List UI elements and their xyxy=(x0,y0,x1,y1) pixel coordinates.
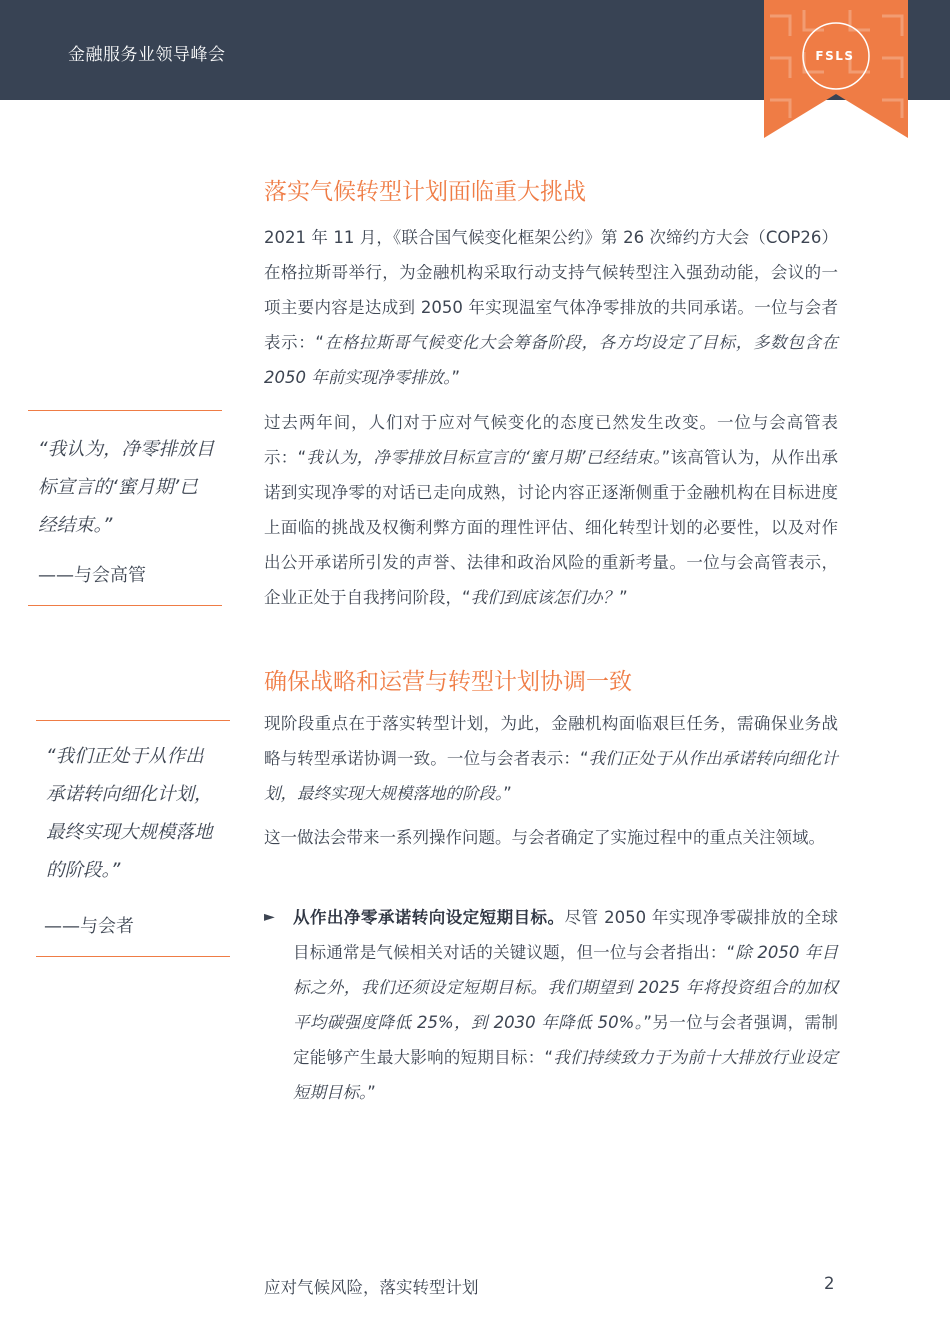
paragraph-operations: 这一做法会带来一系列操作问题。与会者确定了实施过程中的重点关注领域。 xyxy=(264,828,825,847)
pull-quote-attribution: ——与会高管 xyxy=(38,565,146,586)
pull-quote-executive xyxy=(28,410,222,606)
section-title-challenges: 落实气候转型计划面临重大挑战 xyxy=(264,179,586,205)
inline-quote: 我们正处于从作出承诺转向细化计划，最终实现大规模落地的阶段。 xyxy=(264,749,838,803)
inline-quote: 我们到底该怎们办？ xyxy=(470,588,620,607)
footer-title: 应对气候风险，落实转型计划 xyxy=(264,1278,479,1297)
paragraph-attitude-change: 过去两年间，人们对于应对气候变化的态度已然发生改变。一位与会高管表示：“我认为，净零排放目标宣言的‘蜜月期’已经结束。”该高管认为，从作出承诺到实现净零的对话已走向成熟，讨论内容正逐渐侧重于金融机构在目标进度上面临的挑战及权衡利弊方面的理性评估、细化转型计划的必要性，以及对作出公开承诺所引发的声誉、法律和政治风险的重新考量。一位与会高管表示，企业正处于自我拷问阶段，“我们到底该怎们办？” xyxy=(264,413,838,607)
triangle-bullet-icon: ► xyxy=(264,909,275,925)
divider xyxy=(36,956,230,957)
bullet-heading: 从作出净零承诺转向设定短期目标。 xyxy=(293,908,565,927)
divider xyxy=(28,605,222,606)
pull-quote-participant xyxy=(36,720,230,957)
inline-quote: 我们持续致力于为前十大排放行业设定短期目标。 xyxy=(293,1048,838,1102)
inline-quote: 在格拉斯哥气候变化大会筹备阶段，各方均设定了目标，多数包含在 2050 年前实现净零排放。 xyxy=(264,333,838,387)
pull-quote-attribution: ——与会者 xyxy=(44,916,134,937)
page-number: 2 xyxy=(824,1274,835,1293)
section-title-alignment: 确保战略和运营与转型计划协调一致 xyxy=(264,669,632,695)
header-title: 金融服务业领导峰会 xyxy=(68,45,226,65)
inline-quote: 除 2050 年目标之外，我们还须设定短期目标。我们期望到 2025 年将投资组合的加权平均碳强度降低 25%，到 2030 年降低 50%。 xyxy=(293,943,838,1032)
fsls-badge-text: FSLS xyxy=(815,49,855,63)
pull-quote-text: “我们正处于从作出承诺转向细化计划，最终实现大规模落地的阶段。” xyxy=(46,746,213,881)
paragraph-implementation: 现阶段重点在于落实转型计划，为此，金融机构面临艰巨任务，需确保业务战略与转型承诺协调一致。一位与会者表示：“我们正处于从作出承诺转向细化计划，最终实现大规模落地的阶段。” xyxy=(264,714,838,803)
pull-quote-text: “我认为，净零排放目标宣言的‘蜜月期’已经结束。” xyxy=(38,439,215,536)
bullet-text: 从作出净零承诺转向设定短期目标。尽管 2050 年实现净零碳排放的全球目标通常是气候相关对话的关键议题，但一位与会者指出：“除 2050 年目标之外，我们还须设定短期目标。我们期望到 2025 年将投资组合的加权平均碳强度降低 25%，到 2030 年降低 50%。”另一位与会者强调，需制定能够产生最大影响的短期目标：“我们持续致力于为前十大排放行业设定短期目标。” xyxy=(293,908,839,1102)
bullet-item-short-term-targets xyxy=(264,900,838,1110)
paragraph-cop26: 2021 年 11 月，《联合国气候变化框架公约》第 26 次缔约方大会（COP26）在格拉斯哥举行，为金融机构采取行动支持气候转型注入强劲动能，会议的一项主要内容是达成到 2050 年实现温室气体净零排放的共同承诺。一位与会者表示：“在格拉斯哥气候变化大会筹备阶段，各方均设定了目标，多数包含在 2050 年前实现净零排放。” xyxy=(264,228,838,387)
inline-quote: 我认为，净零排放目标宣言的‘蜜月期’已经结束。 xyxy=(306,448,662,467)
